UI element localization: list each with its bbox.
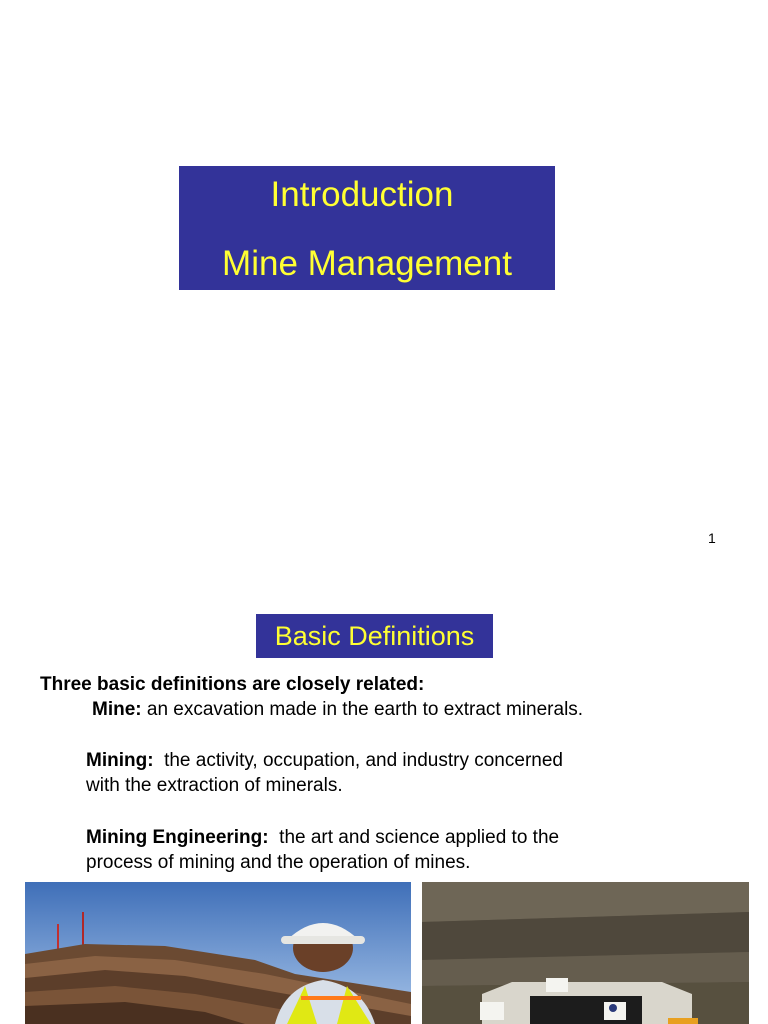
photo-open-pit-engineer: [25, 882, 411, 1024]
slide-title-line-2: Mine Management: [222, 244, 512, 283]
definition-term: Mining:: [86, 750, 154, 771]
definition-text: the art and science applied to the: [268, 827, 560, 848]
definition-text-continued: with the extraction of minerals.: [86, 775, 343, 796]
definition-mining-engineering: [86, 825, 559, 850]
page-number: 1: [708, 530, 716, 546]
definition-text-continued: process of mining and the operation of mines.: [86, 852, 471, 873]
definition-mining: [86, 748, 563, 773]
definition-mine: [92, 697, 583, 722]
photo-mine-portal-image: [422, 882, 749, 1024]
section-heading: Basic Definitions: [256, 614, 493, 658]
definition-text: an excavation made in the earth to extract minerals.: [141, 699, 584, 720]
slide-title-line-1: Introduction: [270, 175, 454, 214]
definition-text: the activity, occupation, and industry concerned: [153, 750, 563, 771]
intro-text: Three basic definitions are closely related:: [40, 674, 425, 695]
definition-term: Mining Engineering:: [86, 827, 269, 848]
definition-term: Mine:: [92, 699, 142, 720]
photo-mine-portal: [422, 882, 749, 1024]
photo-open-pit-engineer-image: [25, 882, 411, 1024]
